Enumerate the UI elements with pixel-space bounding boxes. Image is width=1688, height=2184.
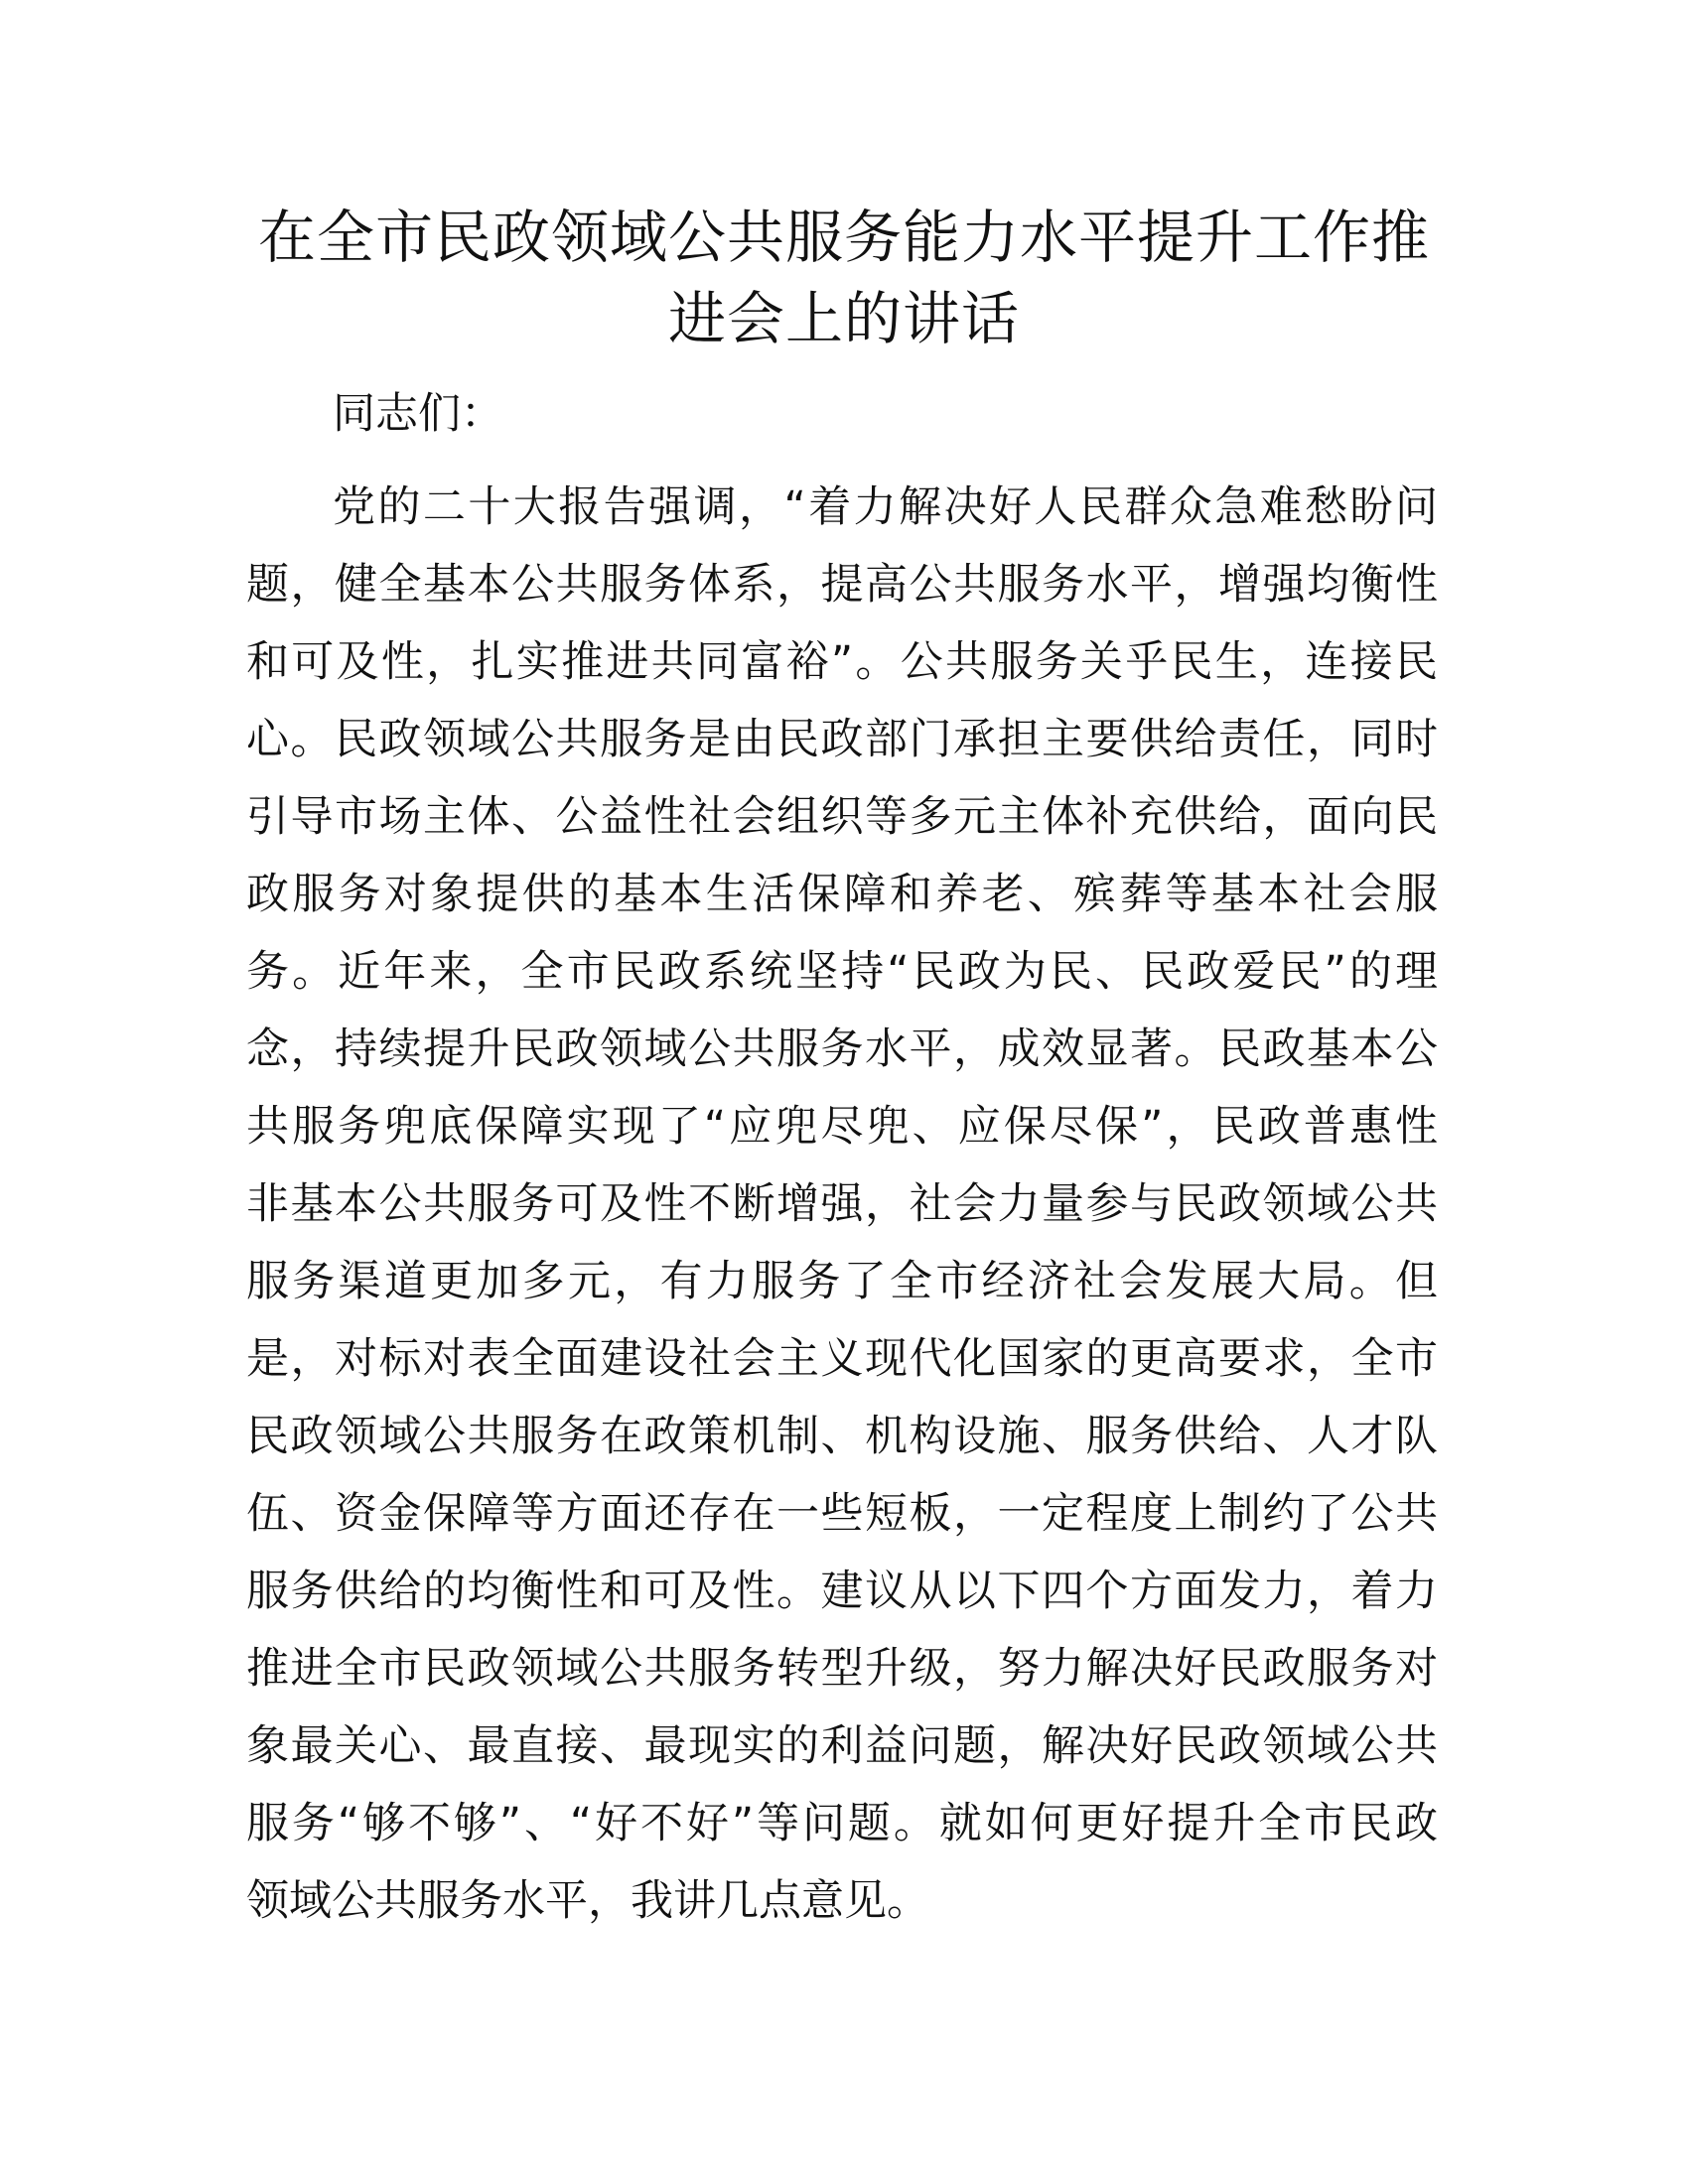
paragraph-line: 心。民政领域公共服务是由民政部门承担主要供给责任，同时	[246, 715, 1438, 764]
paragraph-line: 务。近年来，全市民政系统坚持“民政为民、民政爱民”的理	[246, 947, 1438, 997]
paragraph-line: 象最关心、最直接、最现实的利益问题，解决好民政领域公共	[246, 1721, 1438, 1771]
paragraph-line: 服务供给的均衡性和可及性。建议从以下四个方面发力，着力	[246, 1567, 1438, 1616]
paragraph-line: 共服务兜底保障实现了“应兜尽兜、应保尽保”，民政普惠性	[246, 1102, 1438, 1152]
paragraph-line: 引导市场主体、公益性社会组织等多元主体补充供给，面向民	[246, 792, 1438, 842]
salutation: 同志们：	[333, 389, 503, 439]
document-title	[238, 197, 1450, 359]
paragraph-line: 念，持续提升民政领域公共服务水平，成效显著。民政基本公	[246, 1024, 1438, 1074]
document-title-line: 进会上的讲话	[667, 285, 1020, 352]
paragraph-line: 领域公共服务水平，我讲几点意见。	[246, 1876, 929, 1926]
paragraph-line: 党的二十大报告强调，“着力解决好人民群众急难愁盼问	[333, 482, 1438, 532]
paragraph-line: 是，对标对表全面建设社会主义现代化国家的更高要求，全市	[246, 1334, 1438, 1384]
paragraph-line: 政服务对象提供的基本生活保障和养老、殡葬等基本社会服	[246, 870, 1438, 919]
paragraph-line: 服务渠道更加多元，有力服务了全市经济社会发展大局。但	[246, 1257, 1438, 1306]
paragraph-line: 伍、资金保障等方面还存在一些短板，一定程度上制约了公共	[246, 1489, 1438, 1539]
body-paragraph	[246, 469, 1438, 1940]
paragraph-line: 服务“够不够”、“好不好”等问题。就如何更好提升全市民政	[246, 1799, 1438, 1848]
paragraph-line: 非基本公共服务可及性不断增强，社会力量参与民政领域公共	[246, 1179, 1438, 1229]
paragraph-line: 题，健全基本公共服务体系，提高公共服务水平，增强均衡性	[246, 560, 1438, 610]
document-title-line: 在全市民政领域公共服务能力水平提升工作推	[257, 204, 1430, 271]
paragraph-line: 推进全市民政领域公共服务转型升级，努力解决好民政服务对	[246, 1644, 1438, 1694]
paragraph-line: 民政领域公共服务在政策机制、机构设施、服务供给、人才队	[246, 1412, 1438, 1461]
paragraph-line: 和可及性，扎实推进共同富裕”。公共服务关乎民生，连接民	[246, 637, 1438, 687]
